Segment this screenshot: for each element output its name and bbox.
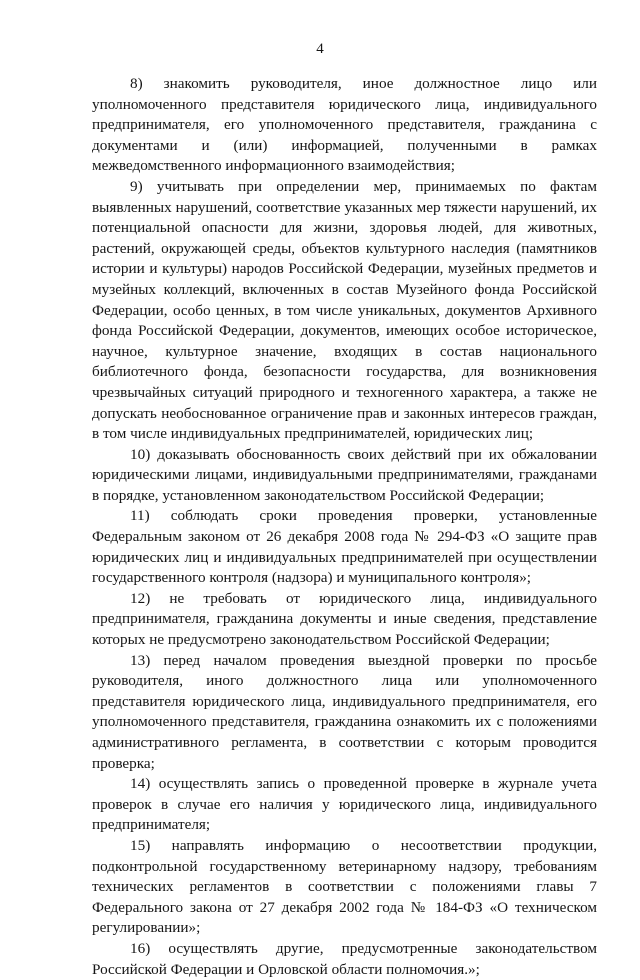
paragraph-item-15: 15) направлять информацию о несоответствии продукции, подконтрольной государственному ветеринарному надзору, требованиям технических регламентов в соответствии с положениями главы 7 Федерального закона от 27 декабря 2002 года № 184-ФЗ «О техническом регулировании»; <box>92 836 597 937</box>
document-body <box>92 74 597 980</box>
paragraph-item-12: 12) не требовать от юридического лица, индивидуального предпринимателя, гражданина документы и иные сведения, представление которых не предусмотрено законодательством Российской Федерации; <box>92 589 597 649</box>
paragraph-item-11: 11) соблюдать сроки проведения проверки, установленные Федеральным законом от 26 декабря 2008 года № 294-ФЗ «О защите прав юридических лиц и индивидуальных предпринимателей при осуществлении государственного контроля (надзора) и муниципального контроля»; <box>92 507 597 587</box>
paragraph-item-16: 16) осуществлять другие, предусмотренные законодательством Российской Федерации и Орловской области полномочия.»; <box>92 939 597 978</box>
paragraph-item-10: 10) доказывать обоснованность своих действий при их обжаловании юридическими лицами, индивидуальными предпринимателями, гражданами в порядке, установленном законодательством Российской Федерации; <box>92 445 597 504</box>
paragraph-item-9: 9) учитывать при определении мер, принимаемых по фактам выявленных нарушений, соответствие указанных мер тяжести нарушений, их потенциальной опасности для жизни, здоровья людей, для животных, растений, окружающей среды, объектов культурного наследия (памятников истории и культуры) народов Российской Федерации, музейных предметов и музейных коллекций, включенных в состав Музейного фонда Российской Федерации, особо ценных, в том числе уникальных, документов Архивного фонда Российской Федерации, документов, имеющих особое историческое, научное, культурное значение, входящих в состав национального библиотечного фонда, безопасности государства, для возникновения чрезвычайных ситуаций природного и техногенного характера, а также не допускать необоснованное ограничение прав и законных интересов граждан, в том числе индивидуальных предпринимателей, юридических лиц; <box>92 177 597 443</box>
page-number: 4 <box>316 41 324 57</box>
paragraph-item-14: 14) осуществлять запись о проведенной проверке в журнале учета проверок в случае его наличия у юридического лица, индивидуального предпринимателя; <box>92 775 597 834</box>
paragraph-item-8: 8) знакомить руководителя, иное должностное лицо или уполномоченного представителя юридического лица, индивидуального предпринимателя, его уполномоченного представителя, гражданина с документами и (или) информацией, полученными в рамках межведомственного информационного взаимодействия; <box>92 75 597 175</box>
paragraph-item-13: 13) перед началом проведения выездной проверки по просьбе руководителя, иного должностного лица или уполномоченного представителя юридического лица, индивидуального предпринимателя, его уполномоченного представителя, гражданина ознакомить их с положениями административного регламента, в соответствии с которым проводится проверка; <box>92 651 597 772</box>
